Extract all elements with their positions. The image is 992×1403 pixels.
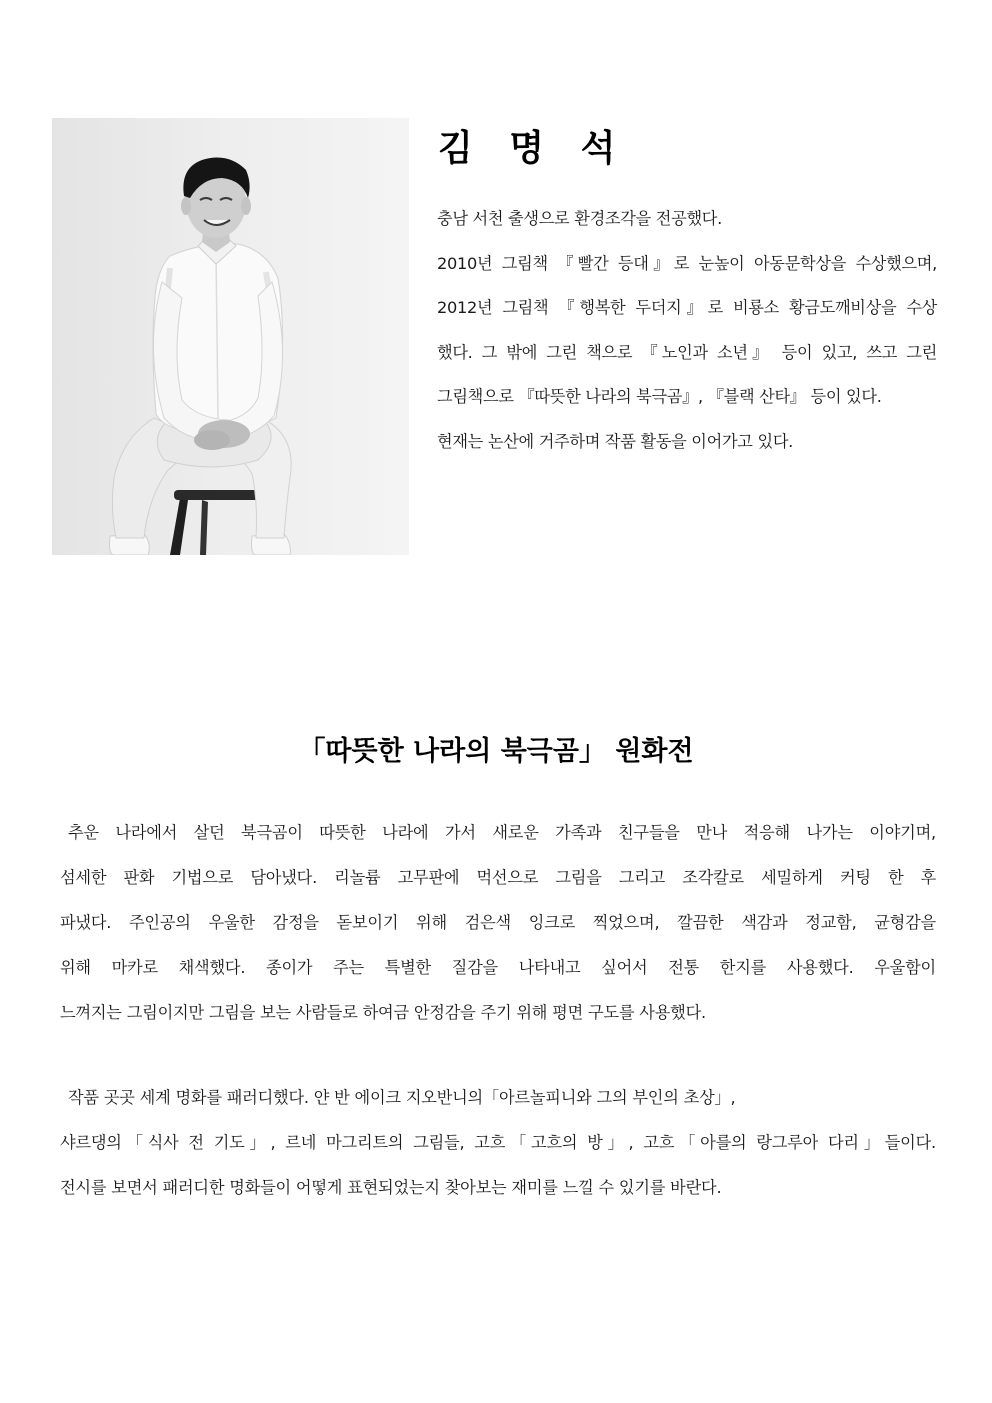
author-bio xyxy=(437,197,937,464)
paragraph-line: 작품 곳곳 세계 명화를 패러디했다. 얀 반 에이크 지오반니의「아르놀피니와 그의 부인의 초상」, xyxy=(68,1088,736,1107)
paragraph-line: 전시를 보면서 패러디한 명화들이 어떻게 표현되었는지 찾아보는 재미를 느낄 수 있기를 바란다. xyxy=(60,1178,722,1197)
bio-line: 했다. 그 밖에 그린 책으로 『노인과 소년』 등이 있고, 쓰고 그린 xyxy=(437,342,937,362)
bio-line: 충남 서천 출생으로 환경조각을 전공했다. xyxy=(437,209,722,228)
paragraph-line: 파냈다. 주인공의 우울한 감정을 돋보이기 위해 검은색 잉크로 찍었으며, 깔끔한 색감과 정교함, 균형감을 xyxy=(60,913,936,932)
paragraph-line: 위해 마카로 채색했다. 종이가 주는 특별한 질감을 나타내고 싶어서 전통 한지를 사용했다. 우울함이 xyxy=(60,958,936,977)
paragraph-line: 느껴지는 그림이지만 그림을 보는 사람들로 하여금 안정감을 주기 위해 평면 구도를 사용했다. xyxy=(60,1003,706,1022)
exhibition-description-paragraph-2 xyxy=(60,1075,936,1210)
bio-line: 현재는 논산에 거주하며 작품 활동을 이어가고 있다. xyxy=(437,431,793,451)
exhibition-title: 「따뜻한 나라의 북극곰」 원화전 xyxy=(298,736,694,767)
author-photo xyxy=(52,118,409,555)
exhibition-description-paragraph-1 xyxy=(60,810,936,1035)
author-name: 김 명 석 xyxy=(438,127,628,169)
bio-line: 2012년 그림책 『행복한 두더지』로 비룡소 황금도깨비상을 수상 xyxy=(437,298,937,317)
bio-line: 2010년 그림책 『빨간 등대』로 눈높이 아동문학상을 수상했으며, xyxy=(437,253,937,273)
paragraph-line: 섬세한 판화 기법으로 담아냈다. 리놀륨 고무판에 먹선으로 그림을 그리고 조각칼로 세밀하게 커팅 한 후 xyxy=(60,868,936,887)
paragraph-line: 추운 나라에서 살던 북극곰이 따뜻한 나라에 가서 새로운 가족과 친구들을 만나 적응해 나가는 이야기며, xyxy=(68,823,936,842)
bio-line: 그림책으로 『따뜻한 나라의 북극곰』, 『블랙 산타』 등이 있다. xyxy=(437,387,882,406)
paragraph-line: 샤르댕의「식사 전 기도」, 르네 마그리트의 그림들, 고흐「고흐의 방」, 고흐「아를의 랑그루아 다리」들이다. xyxy=(60,1133,936,1152)
